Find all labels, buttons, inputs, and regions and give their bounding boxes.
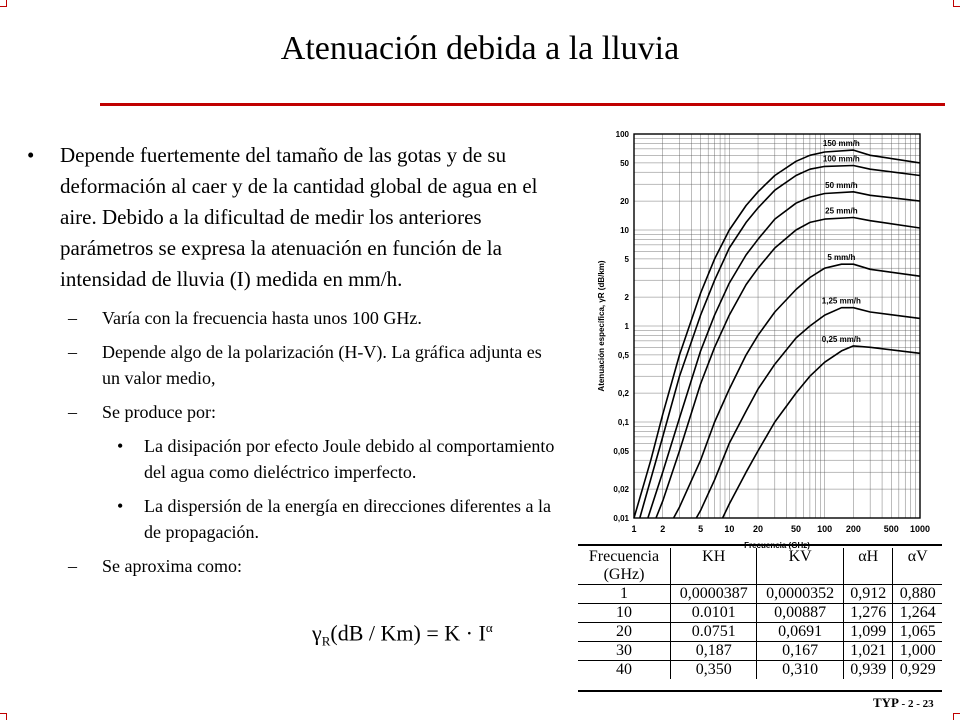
dash-icon: – <box>68 556 77 576</box>
series-line <box>640 166 920 519</box>
formula-gamma: γ <box>312 620 322 646</box>
corner-mark <box>953 713 960 720</box>
sub-sub-bullet <box>22 493 562 545</box>
table-cell: 0,00887 <box>757 604 843 623</box>
table-cell: 0.0751 <box>671 623 757 642</box>
x-tick-label: 50 <box>790 524 801 534</box>
table-cell: 1,065 <box>893 623 942 642</box>
header-kh: KH <box>671 548 757 585</box>
table-cell: 1,000 <box>893 642 942 661</box>
x-tick-label: 2 <box>660 524 666 534</box>
table-cell: 0,167 <box>757 642 843 661</box>
corner-mark <box>0 713 7 720</box>
table-row <box>578 604 942 623</box>
sub-sub-bullet <box>22 433 562 485</box>
y-tick-label: 10 <box>620 226 629 235</box>
corner-mark <box>953 0 960 7</box>
table-row <box>578 642 942 661</box>
series-label: 100 mm/h <box>822 154 860 164</box>
table-cell: 1,021 <box>843 642 893 661</box>
sub-sub-bullet-text: La disipación por efecto Joule debido al comportamiento del agua como dieléctrico imperfecto. <box>144 436 555 482</box>
y-tick-label: 0,2 <box>617 389 629 399</box>
table-cell: 0,310 <box>757 661 843 680</box>
y-tick-label: 0,02 <box>613 485 629 495</box>
sub-sub-bullet-text: La dispersión de la energía en direcciones diferentes a la de propagación. <box>144 496 551 542</box>
bullet-dot-icon: • <box>117 436 124 456</box>
table-cell: 1,099 <box>843 623 893 642</box>
table-cell: 0,0000387 <box>671 585 757 604</box>
sub-bullet-text: Depende algo de la polarización (H-V). La gráfica adjunta es un valor medio, <box>102 342 542 388</box>
y-tick-label: 5 <box>624 254 629 264</box>
bullet-main-text: Depende fuertemente del tamaño de las gotas y de su deformación al caer y de la cantidad global de agua en el aire. Debido a la dificultad de medir los anteriores parámetros se expresa la atenuación en función de la intensidad de lluvia (I) medida en mm/h. <box>60 143 538 291</box>
table-cell: 20 <box>578 623 671 642</box>
table-row <box>578 585 942 604</box>
table-cell: 0,929 <box>893 661 942 680</box>
table-cell: 1,276 <box>843 604 893 623</box>
formula-gamma-sub: R <box>321 633 331 649</box>
bullet-list <box>22 140 562 579</box>
x-tick-label: 1 <box>631 524 637 534</box>
series-label: 1,25 mm/h <box>821 296 861 306</box>
sub-bullet-text: Se produce por: <box>102 402 216 422</box>
y-tick-label: 0,05 <box>613 446 629 456</box>
y-tick-label: 2 <box>624 293 629 303</box>
table-cell: 0,939 <box>843 661 893 680</box>
series-line <box>696 308 920 518</box>
slide-title: Atenuación debida a la lluvia <box>280 30 680 67</box>
slide-footer <box>873 695 934 711</box>
y-tick-label: 50 <box>620 158 629 168</box>
dash-icon: – <box>68 342 77 362</box>
table-cell: 0,0691 <box>757 623 843 642</box>
y-tick-label: 0,5 <box>617 350 629 360</box>
attenuation-chart <box>578 120 944 550</box>
corner-mark <box>0 0 7 7</box>
series-label: 25 mm/h <box>825 206 858 216</box>
title-divider <box>100 103 945 106</box>
table-cell: 10 <box>578 604 671 623</box>
coefficients-table <box>578 548 942 679</box>
x-tick-label: 500 <box>883 524 899 534</box>
y-tick-label: 100 <box>615 130 629 139</box>
table-cell: 1,264 <box>893 604 942 623</box>
bullet-dot-icon: • <box>117 496 124 516</box>
table-cell: 40 <box>578 661 671 680</box>
table-cell: 0,0000352 <box>757 585 843 604</box>
table-header-row <box>578 548 942 585</box>
footer-page: - 2 - 23 <box>901 698 934 710</box>
sub-bullet-text: Se aproxima como: <box>102 556 242 576</box>
header-frequency: Frecuencia (GHz) <box>588 548 660 583</box>
series-line <box>723 346 920 518</box>
table-cell: 30 <box>578 642 671 661</box>
x-tick-label: 200 <box>845 524 861 534</box>
formula-exponent: α <box>485 620 493 635</box>
table-cell: 0,880 <box>893 585 942 604</box>
dash-icon: – <box>68 402 77 422</box>
x-tick-label: 1000 <box>909 524 931 534</box>
table-row <box>578 661 942 680</box>
y-tick-label: 0,1 <box>617 418 629 427</box>
x-tick-label: 10 <box>724 524 735 534</box>
y-tick-label: 0,01 <box>613 514 629 523</box>
series-label: 50 mm/h <box>825 180 858 190</box>
series-label: 0,25 mm/h <box>821 334 861 344</box>
table-cell: 1 <box>578 585 671 604</box>
table-row <box>578 623 942 642</box>
x-axis-label: Frecuencia (GHz) <box>744 541 810 550</box>
sub-bullet <box>22 399 562 425</box>
dash-icon: – <box>68 308 77 328</box>
y-tick-label: 1 <box>624 322 629 331</box>
sub-bullet <box>22 339 562 391</box>
formula-unit: (dB / Km) <box>330 620 421 646</box>
x-tick-label: 20 <box>753 524 764 534</box>
header-alpha-v: αV <box>893 548 942 585</box>
header-alpha-h: αH <box>843 548 893 585</box>
y-axis-label: Atenuación específica, γR (dB/km) <box>597 260 606 392</box>
header-kv: KV <box>757 548 843 585</box>
series-line <box>634 150 920 518</box>
table-cell: 0,350 <box>671 661 757 680</box>
x-tick-label: 100 <box>817 524 833 534</box>
sub-bullet <box>22 305 562 331</box>
series-label: 150 mm/h <box>822 139 860 149</box>
table-cell: 0,187 <box>671 642 757 661</box>
bullet-dot-icon: • <box>27 143 35 167</box>
x-tick-label: 5 <box>698 524 704 534</box>
sub-bullet <box>22 553 562 579</box>
rain-attenuation-formula <box>312 620 493 650</box>
table-cell: 0.0101 <box>671 604 757 623</box>
formula-rhs: = K · I <box>426 620 486 646</box>
sub-bullet-text: Varía con la frecuencia hasta unos 100 GHz. <box>102 308 422 328</box>
bullet-main <box>22 140 562 295</box>
footer-code: TYP <box>873 695 899 710</box>
series-label: 5 mm/h <box>827 253 856 263</box>
y-tick-label: 20 <box>620 197 629 207</box>
table-cell: 0,912 <box>843 585 893 604</box>
